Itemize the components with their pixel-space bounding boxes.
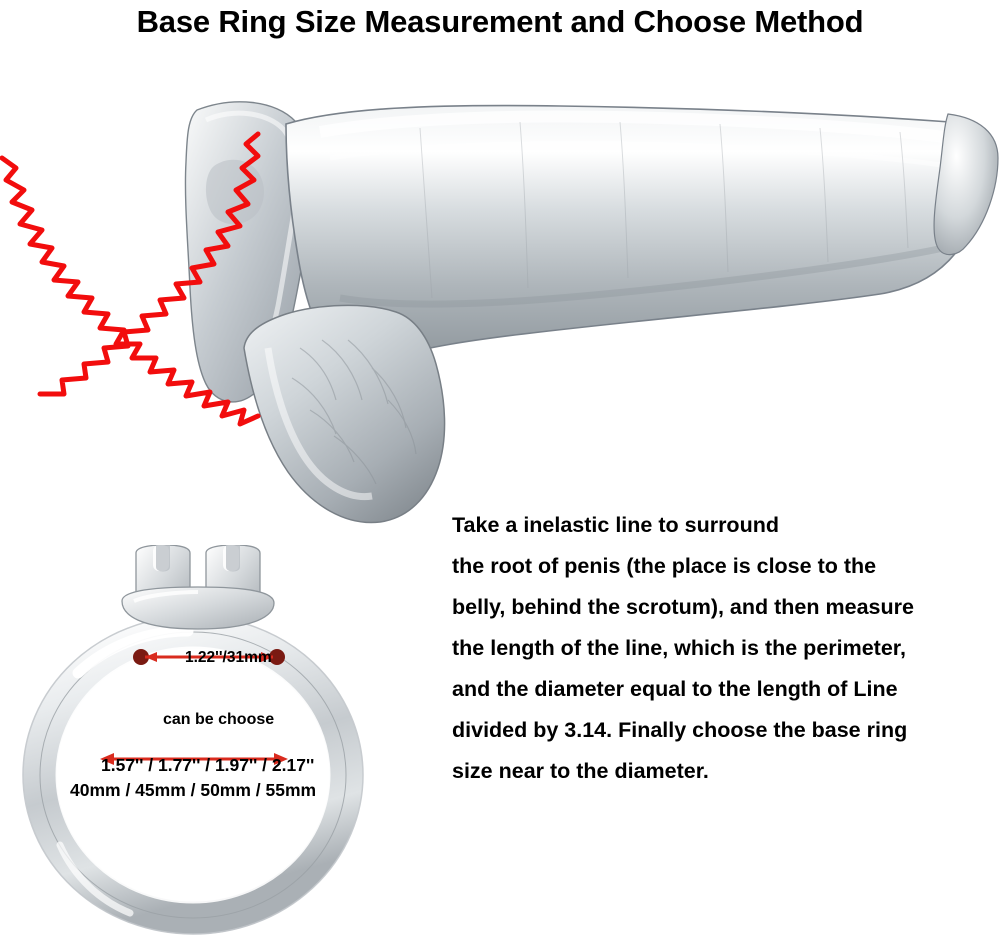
page-title: Base Ring Size Measurement and Choose Method bbox=[136, 4, 864, 39]
ring-lock-tabs bbox=[122, 545, 274, 629]
instructions-paragraph bbox=[452, 505, 992, 792]
instruction-line: the root of penis (the place is close to the bbox=[452, 554, 877, 578]
base-ring-diagram bbox=[18, 545, 438, 935]
instruction-line: Take a inelastic line to surround bbox=[452, 513, 779, 537]
instruction-line: and the diameter equal to the length of Line bbox=[452, 677, 898, 701]
ring-svg bbox=[18, 545, 438, 935]
instruction-line: divided by 3.14. Finally choose the base ring bbox=[452, 718, 908, 742]
ring-choose-label: can be choose bbox=[163, 711, 275, 728]
instruction-line: the length of the line, which is the perimeter, bbox=[452, 636, 906, 660]
ring-sizes-inches-label: 1.57'' / 1.77'' / 1.97'' / 2.17'' bbox=[101, 755, 315, 775]
glans-shape bbox=[934, 114, 998, 255]
ring-thickness-label: 1.22''/31mm bbox=[185, 649, 272, 666]
ring-sizes-mm-label: 40mm / 45mm / 50mm / 55mm bbox=[70, 780, 317, 800]
scrotum-shape bbox=[244, 305, 445, 522]
instruction-line: size near to the diameter. bbox=[452, 759, 709, 783]
instruction-line: belly, behind the scrotum), and then measure bbox=[452, 595, 914, 619]
